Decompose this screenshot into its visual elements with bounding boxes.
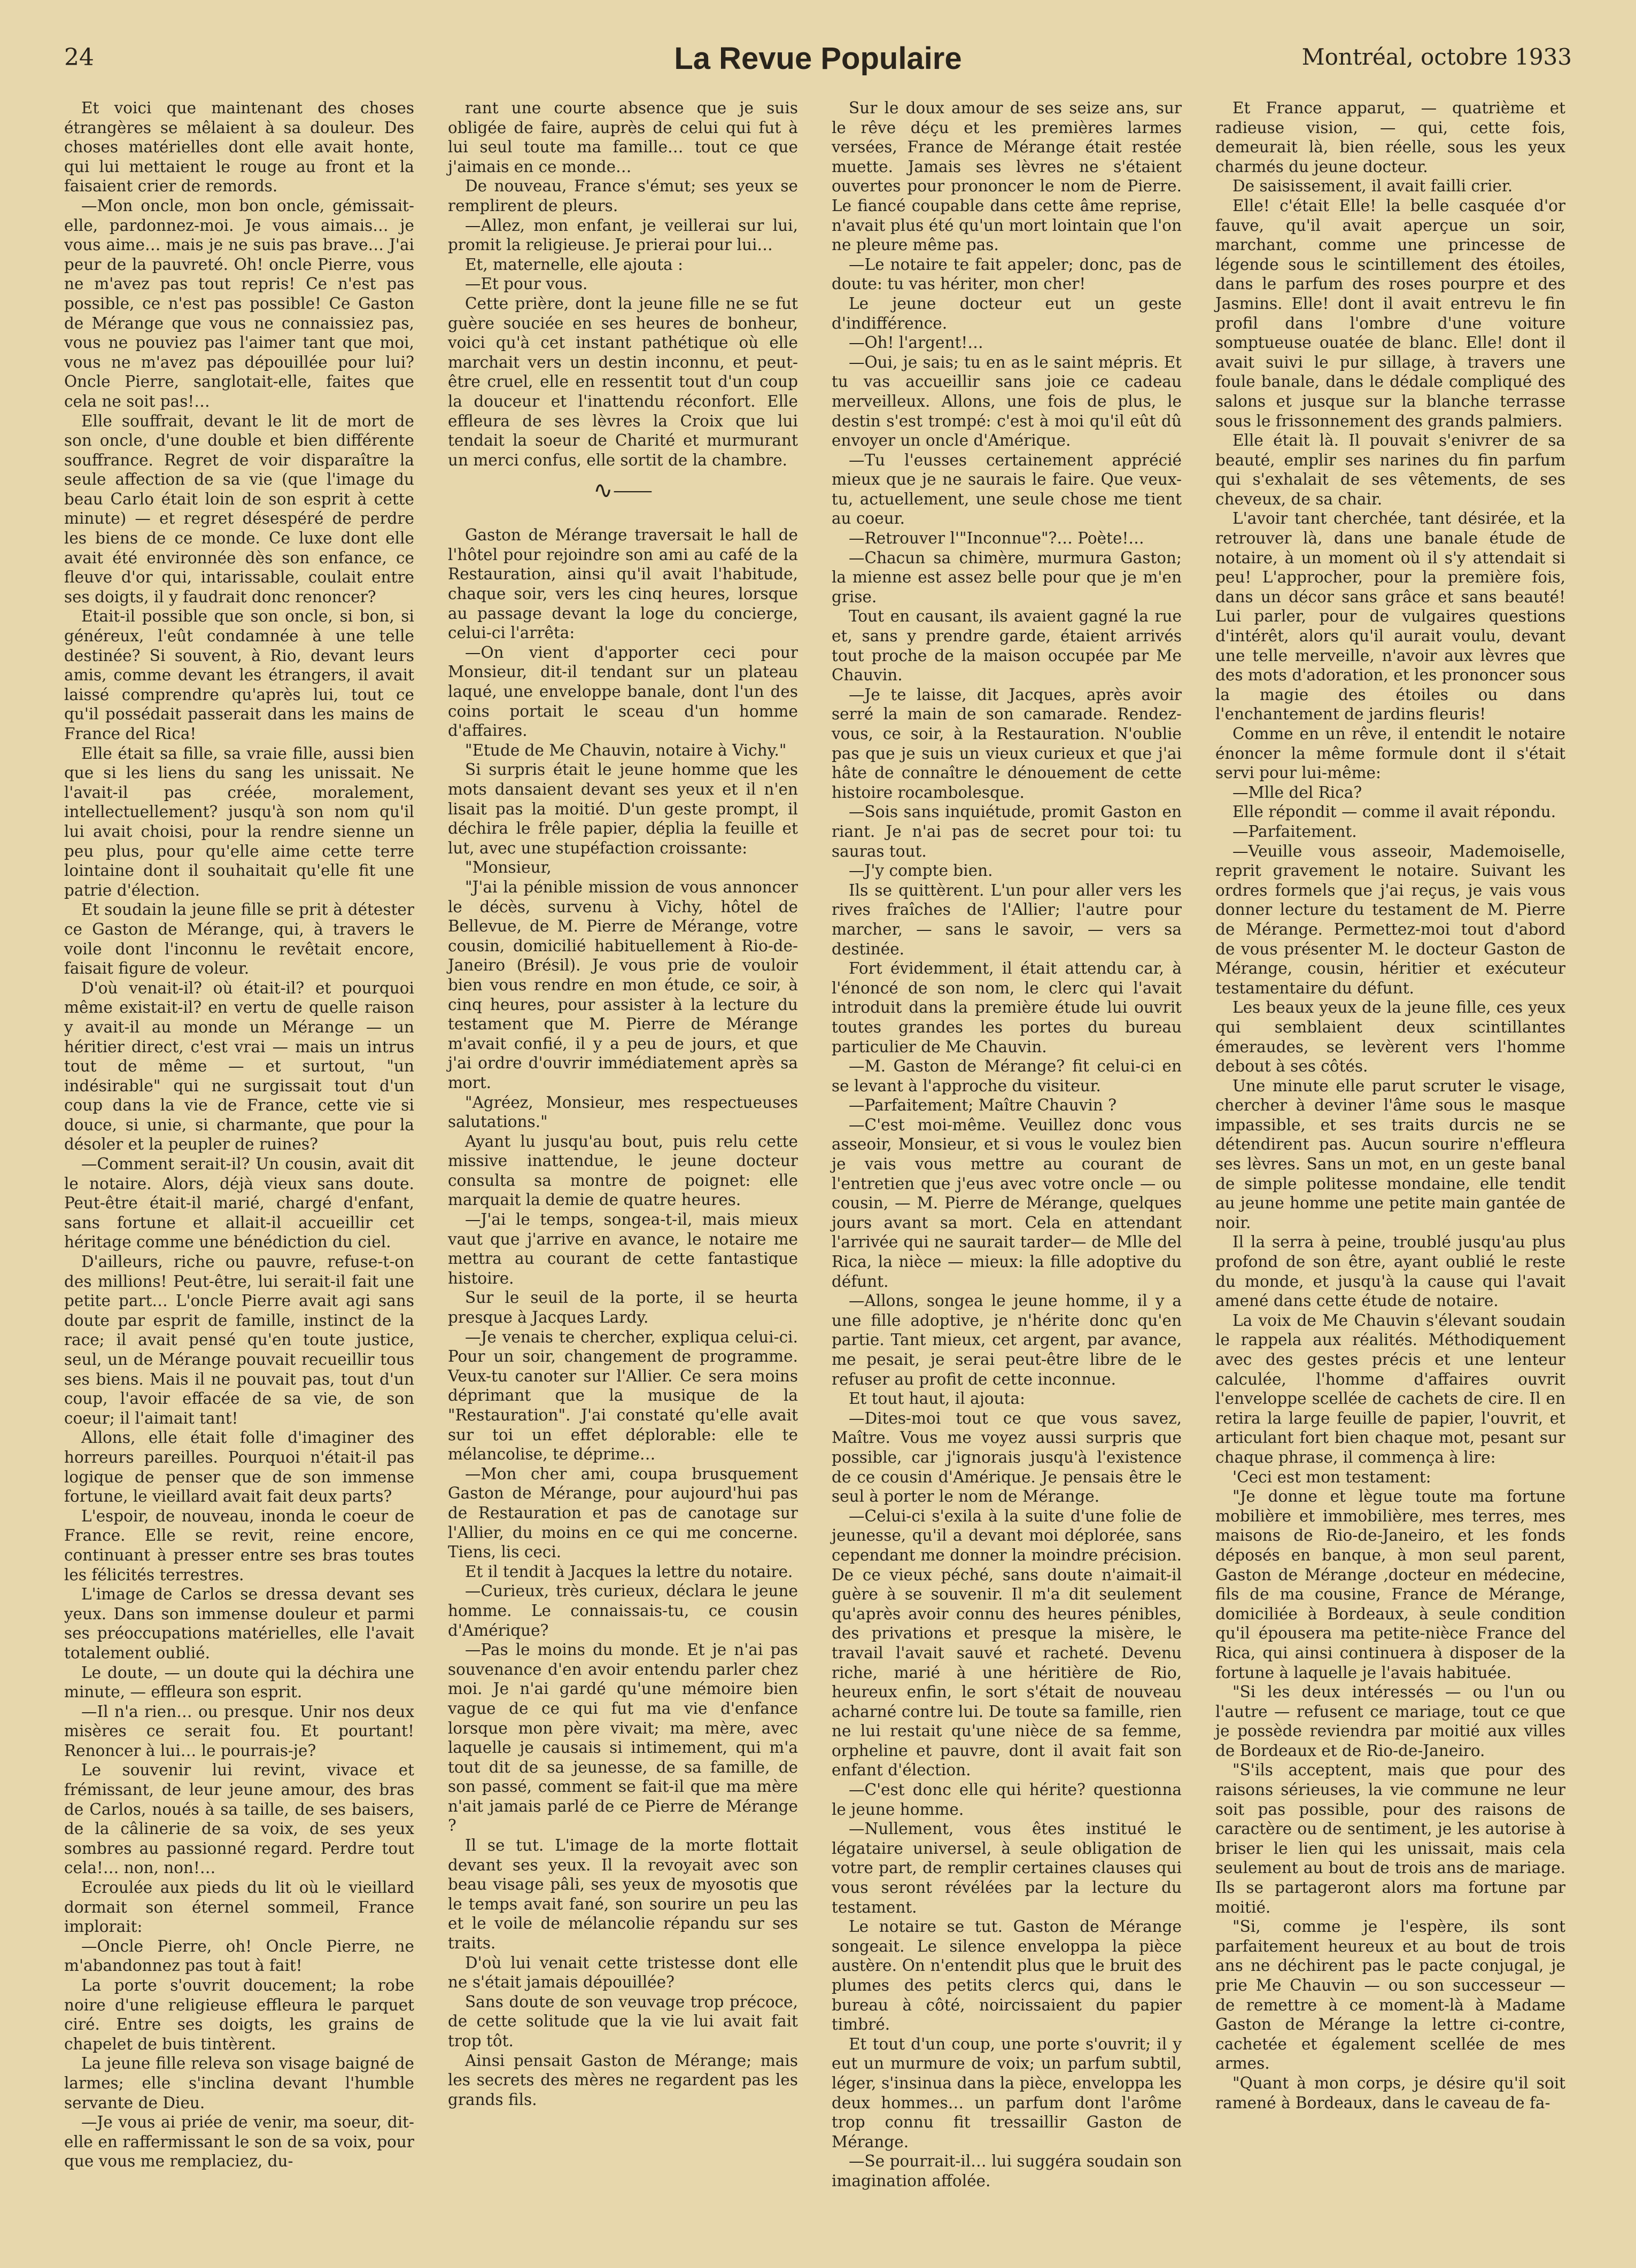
paragraph: —Parfaitement. [1232,822,1357,841]
paragraph: Elle était là. Il pouvait s'enivrer de sa beauté, emplir ses narines du fin parfum qui s'exhalait de ses vêtements, de ses cheveux, de sa chair. [1215,431,1565,508]
paragraph: —Retrouver l'"Inconnue"?… Poète!… [849,529,1144,548]
paragraph: —On vient d'apporter ceci pour Monsieur, dit-il tendant sur un plateau laqué, une enveloppe banale, dont l'un des coins portait le sceau d'un homme d'affaires. [448,643,798,740]
paragraph: Elle souffrait, devant le lit de mort de son oncle, d'une double et bien différente souffrance. Regret de voir disparaître la seule affection de sa vie (que l'image du beau Carlo était loin de son esprit à cette minute) — et regret désespéré de perdre les biens de ce monde. Ce luxe dont elle avait été environnée dès son enfance, ce fleuve d'or qui, intarissable, coulait entre ses doigts, il y faudrait donc renoncer? [64,411,414,606]
paragraph: La jeune fille releva son visage baigné de larmes; elle s'inclina devant l'humble servante de Dieu. [64,2054,414,2112]
paragraph: Sans doute de son veuvage trop précoce, de cette solitude que la vie lui avait fait trop tôt. [448,1992,798,2050]
paragraph: —Dites-moi tout ce que vous savez, Maître. Vous me voyez aussi surpris que possible, car j'ignorais jusqu'à l'existence de ce cousin d'Amérique. Je pensais être le seul à porter le nom de Mérange. [832,1409,1182,1506]
paragraph: "Si, comme je l'espère, ils sont parfaitement heureux et au bout de trois ans ne déchirent pas le pacte conjugal, je prie Me Chauvin — ou son successeur — de remettre à ce moment-là à Madame Gaston de Mérange la lettre ci-contre, cachetée et également scellée de mes armes. [1215,1917,1565,2073]
paragraph: —Veuille vous asseoir, Mademoiselle, reprit gravement le notaire. Suivant les ordres formels que j'ai reçus, je vais vous donner lecture du testament de M. Pierre de Mérange. Permettez-moi tout d'abord de vous présenter M. le docteur Gaston de Mérange, cousin, héritier et exécuteur testamentaire du défunt. [1215,842,1565,997]
paragraph: —C'est moi-même. Veuillez donc vous asseoir, Monsieur, et si vous le voulez bien je vais vous mettre au courant de l'entretien que j'eus avec votre oncle — ou cousin, — M. Pierre de Mérange, quelques jours avant sa mort. Cela en attendant l'arrivée qui ne saurait tarder— de Mlle del Rica, la nièce — mieux: la fille adoptive du défunt. [832,1115,1182,1291]
masthead [64,41,1572,76]
paragraph: Et voici que maintenant des choses étrangères se mêlaient à sa douleur. Des choses matérielles dont elle avait honte, qui lui mettaient le rouge au front et la faisaient crier de remords. [64,99,414,196]
paragraph: "J'ai la pénible mission de vous annoncer le décès, survenu à Vichy, hôtel de Bellevue, de M. Pierre de Mérange, votre cousin, domicilié habituellement à Rio-de-Janeiro (Brésil). Je vous prie de vouloir bien vous rendre en mon étude, ce soir, à cinq heures, pour assister à la lecture du testament que M. Pierre de Mérange m'avait confié, il y a peu de jours, et que j'ai ordre d'ouvrir immédiatement après sa mort. [448,877,798,1092]
paragraph: —Nullement, vous êtes institué le légataire universel, à seule obligation de votre part, de remplir certaines clauses qui vous seront révélées par la lecture du testament. [832,1820,1182,1916]
paragraph: —Chacun sa chimère, murmura Gaston; la mienne est assez belle pour que je m'en grise. [832,548,1182,606]
paragraph: De nouveau, France s'émut; ses yeux se remplirent de pleurs. [448,177,798,215]
paragraph: —Il n'a rien… ou presque. Unir nos deux misères ce serait fou. Et pourtant! Renoncer à lui… le pourrais-je? [64,1702,414,1760]
paragraph: "Si les deux intéressés — ou l'un ou l'autre — refusent ce mariage, tout ce que je possède reviendra par moitié aux villes de Bordeaux et de Rio-de-Janeiro. [1215,1683,1565,1760]
paragraph: "S'ils acceptent, mais que pour des raisons sérieuses, la vie commune ne leur soit pas possible, pour des raisons de caractère ou de sentiment, je les autorise à briser le lien qui les unissait, mais cela seulement au bout de trois ans de mariage. Ils se partageront alors ma fortune par moitié. [1215,1761,1565,1916]
paragraph: D'ailleurs, riche ou pauvre, refuse-t-on des millions! Peut-être, lui serait-il fait une petite part… L'oncle Pierre avait agi sans doute par esprit de famille, instinct de la race; il avait pensé qu'en toute justice, seul, un de Mérange pouvait recueillir tous ses biens. Mais il ne pouvait pas, tout d'un coup, l'avoir effacée de sa vie, de son coeur; il l'aimait tant! [64,1253,414,1427]
paragraph: Il se tut. L'image de la morte flottait devant ses yeux. Il la revoyait avec son beau visage pâli, ses yeux de myosotis que le temps avait fané, son sourire un peu las et le voile de mélancolie répandu sur ses traits. [448,1836,798,1953]
paragraph: "Agréez, Monsieur, mes respectueuses salutations." [448,1093,798,1131]
paragraph: —Allez, mon enfant, je veillerai sur lui, promit la religieuse. Je prierai pour lui… [448,216,798,254]
paragraph: Ecroulée aux pieds du lit où le vieillard dormait son éternel sommeil, France implorait: [64,1878,414,1936]
paragraph: Et il tendit à Jacques la lettre du notaire. [465,1562,793,1581]
paragraph: —Mon oncle, mon bon oncle, gémissait-elle, pardonnez-moi. Je vous aimais… je vous aime… mais je ne suis pas brave… J'ai peur de la pauvreté. Oh! oncle Pierre, vous ne m'avez pas tout repris! Ce n'est pas possible, ce n'est pas possible! Ce Gaston de Mérange que vous ne connaissiez pas, vous ne pouviez pas l'aimer tant que moi, vous ne m'avez pas dépouillée pour lui? Oncle Pierre, sanglotait-elle, faites que cela ne soit pas!… [64,196,414,410]
paragraph: —Mon cher ami, coupa brusquement Gaston de Mérange, pour aujourd'hui pas de Restauration et pas de canotage sur l'Allier, du moins en ce qui me concerne. Tiens, lis ceci. [448,1464,798,1562]
paragraph: —Oh! l'argent!… [849,333,983,352]
paragraph: —Mlle del Rica? [1232,783,1362,802]
paragraph: Tout en causant, ils avaient gagné la rue et, sans y prendre garde, étaient arrivés tout proche de la maison occupée par Me Chauvin. [832,607,1182,685]
paragraph: "Etude de Me Chauvin, notaire à Vichy." [465,741,787,759]
paragraph: —Allons, songea le jeune homme, il y a une fille adoptive, je n'hérite donc qu'en partie. Tant mieux, cet argent, par avance, me pesait, je serai peut-être libre de le refuser au profit de cette inconnue. [832,1292,1182,1388]
paragraph: rant une courte absence que je suis obligée de faire, auprès de celui qui fut à lui seul toute ma famille… tout ce que j'aimais en ce monde… [448,99,798,176]
paragraph: —Pas le moins du monde. Et je n'ai pas souvenance d'en avoir entendu parler chez moi. Je n'ai gardé qu'une mémoire bien vague de ce qui fut ma vie d'enfance lorsque mon père vivait; ma mère, avec laquelle je causais si intimement, qui m'a tout dit de sa jeunesse, de sa famille, de son passé, comment se fait-il que ma mère n'ait jamais parlé de ce Pierre de Mérange ? [448,1641,798,1835]
paragraph: —Comment serait-il? Un cousin, avait dit le notaire. Alors, déjà vieux sans doute. Peut-être était-il marié, chargé d'enfant, sans fortune et allait-il accueillir cet héritage comme une bénédiction du ciel. [64,1155,414,1252]
paragraph: L'espoir, de nouveau, inonda le coeur de France. Elle se revit, reine encore, continuant à presser entre ses bras toutes les félicités terrestres. [64,1506,414,1584]
paragraph: Elle était sa fille, sa vraie fille, aussi bien que si les liens du sang les unissait. Ne l'avait-il pas créée, moralement, intellectuellement? jusqu'à son nom qu'il lui avait choisi, pour la rendre sienne un peu plus, pour qu'elle aime cette terre lointaine dont il souhaitait qu'elle fit une patrie d'élection. [64,744,414,899]
paragraph: Et tout haut, il ajouta: [849,1389,1025,1408]
paragraph: —Parfaitement; Maître Chauvin ? [849,1096,1117,1115]
issue-date: Montréal, octobre 1933 [1301,44,1572,70]
paragraph: Gaston de Mérange traversait le hall de l'hôtel pour rejoindre son ami au café de la Restauration, ainsi qu'il avait l'habitude, chaque soir, vers les cinq heures, lorsque au passage devant la loge du concierge, celui-ci l'arrêta: [448,526,798,642]
paragraph: —Oui, je sais; tu en as le saint mépris. Et tu vas accueillir sans joie ce cadeau merveilleux. Allons, une fois de plus, le destin s'est trompé: c'est à moi qu'il eût dû envoyer un oncle d'Amérique. [832,353,1182,450]
paragraph: "Monsieur, [465,858,552,877]
paragraph: Si surpris était le jeune homme que les mots dansaient devant ses yeux et il n'en lisait pas la moitié. D'un geste prompt, il déchira le frêle papier, déplia la feuille et lut, avec une stupéfaction croissante: [448,760,798,857]
publication-title: La Revue Populaire [674,41,962,76]
paragraph: —Curieux, très curieux, déclara le jeune homme. Le connaissais-tu, ce cousin d'Amérique? [448,1582,798,1640]
paragraph: Et soudain la jeune fille se prit à détester ce Gaston de Mérange, qui, à travers le voile dont l'inconnu le revêtait encore, faisait figure de voleur. [64,900,414,978]
paragraph: "Quant à mon corps, je désire qu'il soit ramené à Bordeaux, dans le caveau de fa- [1215,2073,1565,2112]
paragraph: —Le notaire te fait appeler; donc, pas de doute: tu vas hériter, mon cher! [832,255,1182,293]
paragraph: Le jeune docteur eut un geste d'indifférence. [832,294,1182,332]
paragraph: Ainsi pensait Gaston de Mérange; mais les secrets des mères ne regardent pas les grands fils. [448,2051,798,2109]
paragraph: L'avoir tant cherchée, tant désirée, et la retrouver là, dans une banale étude de notaire, à un moment où il s'y attendait si peu! L'approcher, pour la première fois, dans un décor sans grâce et sans beauté! Lui parler, pour de vulgaires questions d'intérêt, alors qu'il aurait voulu, devant une telle merveille, n'avoir aux lèvres que des mots d'adoration, et les prononcer sous la magie des étoiles ou dans l'enchantement de jardins fleuris! [1215,509,1565,724]
paragraph: Sur le doux amour de ses seize ans, sur le rêve déçu et les premières larmes versées, France de Mérange était restée muette. Jamais ses lèvres ne s'étaient ouvertes pour prononcer le nom de Pierre. Le fiancé coupable dans cette âme reprise, n'avait plus été qu'un mort lointain que l'on ne pleure même pas. [832,99,1182,254]
text-column-2 [448,98,798,2177]
paragraph: —M. Gaston de Mérange? fit celui-ci en se levant à l'approche du visiteur. [832,1057,1182,1095]
section-ornament-icon: ∿⸺ [593,477,653,504]
paragraph: —Se pourrait-il… lui suggéra soudain son imagination affolée. [832,2152,1182,2190]
paragraph: Le doute, — un doute qui la déchira une minute, — effleura son esprit. [64,1663,414,1702]
page-number: 24 [64,44,94,71]
paragraph: —C'est donc elle qui hérite? questionna le jeune homme. [832,1781,1182,1819]
paragraph: Ils se quittèrent. L'un pour aller vers les rives fraîches de l'Allier; l'autre pour marcher, — sans le savoir, — vers sa destinée. [832,881,1182,958]
paragraph: Cette prière, dont la jeune fille ne se fut guère souciée en ses heures de bonheur, voici qu'à cet instant pathétique où elle marchait vers un destin inconnu, et peut-être cruel, elle en ressentit tout d'un coup la douceur et l'inattendu réconfort. Elle effleura de ses lèvres la Croix que lui tendait la soeur de Charité et murmurant un merci confus, elle sortit de la chambre. [448,294,798,469]
paragraph: La voix de Me Chauvin s'élevant soudain le rappela aux réalités. Méthodiquement avec des gestes précis et une lenteur calculée, l'homme d'affaires ouvrit l'enveloppe scellée de cachets de cire. Il en retira la large feuille de papier, l'ouvrit, et articulant fort bien chaque mot, pesant sur chaque phrase, il commença à lire: [1215,1311,1565,1466]
paragraph: Une minute elle parut scruter le visage, chercher à deviner l'âme sous le masque impassible, et ses traits durcis ne se détendirent pas. Aucun sourire n'effleura ses lèvres. Sans un mot, en un geste banal de simple politesse mondaine, elle tendit au jeune homme une petite main gantée de noir. [1215,1076,1565,1232]
paragraph: —Celui-ci s'exila à la suite d'une folie de jeunesse, qu'il a devant moi déplorée, sans cependant me donner la moindre précision. De ce vieux péché, sans doute n'aimait-il guère à se souvenir. Il m'a dit seulement qu'après avoir connu des heures pénibles, des privations et presque la misère, le travail l'avait sauvé et racheté. Devenu riche, marié à une héritière de Rio, heureux enfin, le sort s'était de nouveau acharné contre lui. De toute sa famille, rien ne lui restait qu'une nièce de sa femme, orpheline et pauvre, dont il avait fait son enfant d'élection. [832,1506,1182,1780]
text-column-3 [832,98,1182,2190]
paragraph: —Je te laisse, dit Jacques, après avoir serré la main de son camarade. Rendez-vous, ce soir, à la Restauration. N'oublie pas que je suis un vieux curieux et que j'ai hâte de connaître le dénouement de cette histoire rocambolesque. [832,685,1182,802]
paragraph: —Tu l'eusses certainement apprécié mieux que je ne saurais le faire. Que veux-tu, actuellement, une seule chose me tient au coeur. [832,451,1182,528]
paragraph: Allons, elle était folle d'imaginer des horreurs pareilles. Pourquoi n'était-il pas logique de penser que de son immense fortune, le vieillard avait fait deux parts? [64,1428,414,1506]
paragraph: La porte s'ouvrit doucement; la robe noire d'une religieuse effleura le parquet ciré. Entre ses doigts, les grains de chapelet de buis tintèrent. [64,1976,414,2053]
paragraph: Et tout d'un coup, une porte s'ouvrit; il y eut un murmure de voix; un parfum subtil, léger, s'insinua dans la pièce, enveloppa les deux hommes… un parfum dont l'arôme trop connu fit tressaillir Gaston de Mérange. [832,2034,1182,2151]
paragraph: Elle! c'était Elle! la belle casquée d'or fauve, qu'il avait aperçue un soir, marchant, comme une princesse de légende sous le scintillement des étoiles, dans le parfum des roses pourpre et des Jasmins. Elle! dont il avait entrevu le fin profil dans l'ombre d'une voiture somptueuse ouatée de blanc. Elle! dont il avait suivi le pur sillage, à travers une foule banale, dans le dédale compliqué des salons et jusque sur la blanche terrasse sous le frissonnement des grands palmiers. [1215,196,1565,430]
paragraph: Le souvenir lui revint, vivace et frémissant, de leur jeune amour, des bras de Carlos, noués à sa taille, de ses baisers, de la câlinerie de sa voix, de ses yeux sombres au passionné regard. Perdre tout cela!… non, non!… [64,1761,414,1877]
paragraph: L'image de Carlos se dressa devant ses yeux. Dans son immense douleur et parmi ses préoccupations matérielles, elle l'avait totalement oublié. [64,1585,414,1662]
paragraph: —Et pour vous. [465,275,588,293]
paragraph: —J'y compte bien. [849,861,993,880]
paragraph: "Je donne et lègue toute ma fortune mobilière et immobilière, mes terres, mes maisons de Rio-de-Janeiro, et les fonds déposés en banque, à mon seul parent, Gaston de Mérange ,docteur en médecine, fils de ma cousine, France de Mérange, domiciliée à Bordeaux, à seule condition qu'il épousera ma petite-nièce France del Rica, qui ainsi continuera à disposer de la fortune à laquelle je l'avais habituée. [1215,1487,1565,1682]
paragraph: Ayant lu jusqu'au bout, puis relu cette missive inattendue, le jeune docteur consulta sa montre de poignet: elle marquait la demie de quatre heures. [448,1132,798,1209]
paragraph: Et, maternelle, elle ajouta : [465,255,684,274]
paragraph: D'où lui venait cette tristesse dont elle ne s'était jamais dépouillée? [448,1953,798,1992]
paragraph: Le notaire se tut. Gaston de Mérange songeait. Le silence enveloppa la pièce austère. On n'entendit plus que le bruit des plumes des petits clercs qui, dans le bureau à côté, noircissaient du papier timbré. [832,1917,1182,2034]
paragraph: Comme en un rêve, il entendit le notaire énoncer la même formule dont il s'était servi pour lui-même: [1215,725,1565,782]
paragraph: —Sois sans inquiétude, promit Gaston en riant. Je n'ai pas de secret pour toi: tu sauras tout. [832,803,1182,860]
paragraph: Et France apparut, — quatrième et radieuse vision, — qui, cette fois, demeurait là, bien réelle, sous les yeux charmés du jeune docteur. [1215,99,1565,176]
paragraph: —Oncle Pierre, oh! Oncle Pierre, ne m'abandonnez pas tout à fait! [64,1937,414,1975]
paragraph: Elle répondit — comme il avait répondu. [1232,803,1556,821]
paragraph: —Je venais te chercher, expliqua celui-ci. Pour un soir, changement de programme. Veux-tu canoter sur l'Allier. Ce sera moins déprimant que la musique de la "Restauration". J'ai constaté qu'elle avait sur toi un effet déplorable: elle te mélancolise, te déprime… [448,1327,798,1464]
paragraph: Sur le seuil de la porte, il se heurta presque à Jacques Lardy. [448,1288,798,1327]
paragraph: Les beaux yeux de la jeune fille, ces yeux qui semblaient deux scintillantes émeraudes, se levèrent vers l'homme debout à ses côtés. [1215,998,1565,1076]
text-column-1 [64,98,414,2177]
paragraph: —J'ai le temps, songea-t-il, mais mieux vaut que j'arrive en avance, le notaire me mettra au courant de cette fantastique histoire. [448,1210,798,1287]
paragraph: Etait-il possible que son oncle, si bon, si généreux, l'eût condamnée à une telle destinée? Si souvent, à Rio, devant leurs amis, comme devant les étrangers, il avait laissé comprendre qu'après lui, tout ce qu'il possédait passerait dans les mains de France del Rica! [64,607,414,743]
paragraph: Il la serra à peine, troublé jusqu'au plus profond de son être, ayant oublié le reste du monde, et jusqu'à la cause qui l'avait amené dans cette étude de notaire. [1215,1233,1565,1310]
paragraph: —Je vous ai priée de venir, ma soeur, dit-elle en raffermissant le son de sa voix, pour que vous me remplaciez, du- [64,2113,414,2171]
text-column-4 [1215,98,1565,2177]
paragraph: De saisissement, il avait failli crier. [1232,177,1513,196]
paragraph: 'Ceci est mon testament: [1232,1467,1431,1486]
paragraph: Fort évidemment, il était attendu car, à l'énoncé de son nom, le clerc qui l'avait introduit dans la première étude lui ouvrit toutes grandes les portes du bureau particulier de Me Chauvin. [832,959,1182,1056]
paragraph: D'où venait-il? où était-il? et pourquoi même existait-il? en vertu de quelle raison y avait-il au monde un Mérange — un héritier direct, c'est vrai — mais un intrus tout de même — et surtout, "un indésirable" qui ne surgissait tout d'un coup dans la vie de France, cette vie si douce, si unie, si charmante, que pour la désoler et la peupler de ruines? [64,978,414,1154]
